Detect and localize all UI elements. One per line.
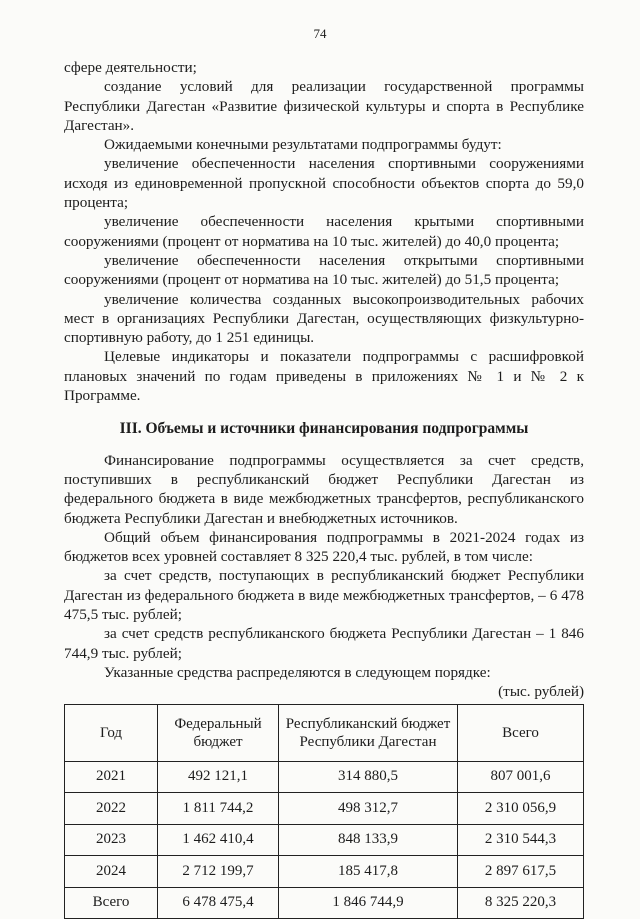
- cell-year: Всего: [65, 887, 158, 919]
- paragraph: Указанные средства распределяются в следующем порядке:: [64, 663, 584, 682]
- section-heading: III. Объемы и источники финансирования подпрограммы: [64, 419, 584, 438]
- table-row: [65, 793, 584, 825]
- paragraph: Ожидаемыми конечными результатами подпрограммы будут:: [64, 135, 584, 154]
- header-year: Год: [65, 704, 158, 761]
- cell-republican: 1 846 744,9: [279, 887, 458, 919]
- paragraph: создание условий для реализации государственной программы Республики Дагестан «Развитие физической культуры и спорта в Республике Дагестан».: [64, 77, 584, 135]
- header-federal: Федеральный бюджет: [158, 704, 279, 761]
- document-body: [64, 58, 584, 919]
- cell-federal: 1 811 744,2: [158, 793, 279, 825]
- cell-total: 2 310 056,9: [458, 793, 584, 825]
- table-row: [65, 761, 584, 793]
- paragraph: Общий объем финансирования подпрограммы в 2021-2024 годах из бюджетов всех уровней составляет 8 325 220,4 тыс. рублей, в том числе:: [64, 528, 584, 567]
- page-number: 74: [0, 26, 640, 42]
- cell-republican: 314 880,5: [279, 761, 458, 793]
- paragraph: сфере деятельности;: [64, 58, 584, 77]
- paragraphs-bottom: [64, 451, 584, 683]
- paragraph: увеличение количества созданных высокопроизводительных рабочих мест в организациях Республики Дагестан, осуществляющих физкультурно-спортивную работу, до 1 251 единицы.: [64, 290, 584, 348]
- cell-year: 2023: [65, 824, 158, 856]
- cell-federal: 6 478 475,4: [158, 887, 279, 919]
- cell-year: 2022: [65, 793, 158, 825]
- paragraph: за счет средств, поступающих в республиканский бюджет Республики Дагестан из федерального бюджета в виде межбюджетных трансфертов, – 6 478 475,5 тыс. рублей;: [64, 566, 584, 624]
- table-row: [65, 887, 584, 919]
- cell-federal: 1 462 410,4: [158, 824, 279, 856]
- cell-total: 8 325 220,3: [458, 887, 584, 919]
- table-row: [65, 856, 584, 888]
- table-units: (тыс. рублей): [64, 682, 584, 701]
- cell-total: 2 310 544,3: [458, 824, 584, 856]
- paragraph: увеличение обеспеченности населения крытыми спортивными сооружениями (процент от норматива на 10 тыс. жителей) до 40,0 процента;: [64, 212, 584, 251]
- header-republican: Республиканский бюджет Республики Дагестан: [279, 704, 458, 761]
- table-header-row: [65, 704, 584, 761]
- paragraph: увеличение обеспеченности населения открытыми спортивными сооружениями (процент от норматива на 10 тыс. жителей) до 51,5 процента;: [64, 251, 584, 290]
- cell-total: 2 897 617,5: [458, 856, 584, 888]
- cell-republican: 498 312,7: [279, 793, 458, 825]
- header-total: Всего: [458, 704, 584, 761]
- paragraph: увеличение обеспеченности населения спортивными сооружениями исходя из единовременной пропускной способности объектов спорта до 59,0 процента;: [64, 154, 584, 212]
- paragraphs-top: [64, 58, 584, 405]
- table-row: [65, 824, 584, 856]
- paragraph: Финансирование подпрограммы осуществляется за счет средств, поступивших в республиканский бюджет Республики Дагестан из федерального бюджета в виде межбюджетных трансфертов, республиканского бюджета Республики Дагестан и внебюджетных источников.: [64, 451, 584, 528]
- cell-federal: 492 121,1: [158, 761, 279, 793]
- paragraph: за счет средств республиканского бюджета Республики Дагестан – 1 846 744,9 тыс. рублей;: [64, 624, 584, 663]
- cell-total: 807 001,6: [458, 761, 584, 793]
- paragraph: Целевые индикаторы и показатели подпрограммы с расшифровкой плановых значений по годам приведены в приложениях № 1 и № 2 к Программе.: [64, 347, 584, 405]
- cell-republican: 185 417,8: [279, 856, 458, 888]
- cell-republican: 848 133,9: [279, 824, 458, 856]
- cell-federal: 2 712 199,7: [158, 856, 279, 888]
- financing-table: [64, 704, 584, 919]
- cell-year: 2021: [65, 761, 158, 793]
- cell-year: 2024: [65, 856, 158, 888]
